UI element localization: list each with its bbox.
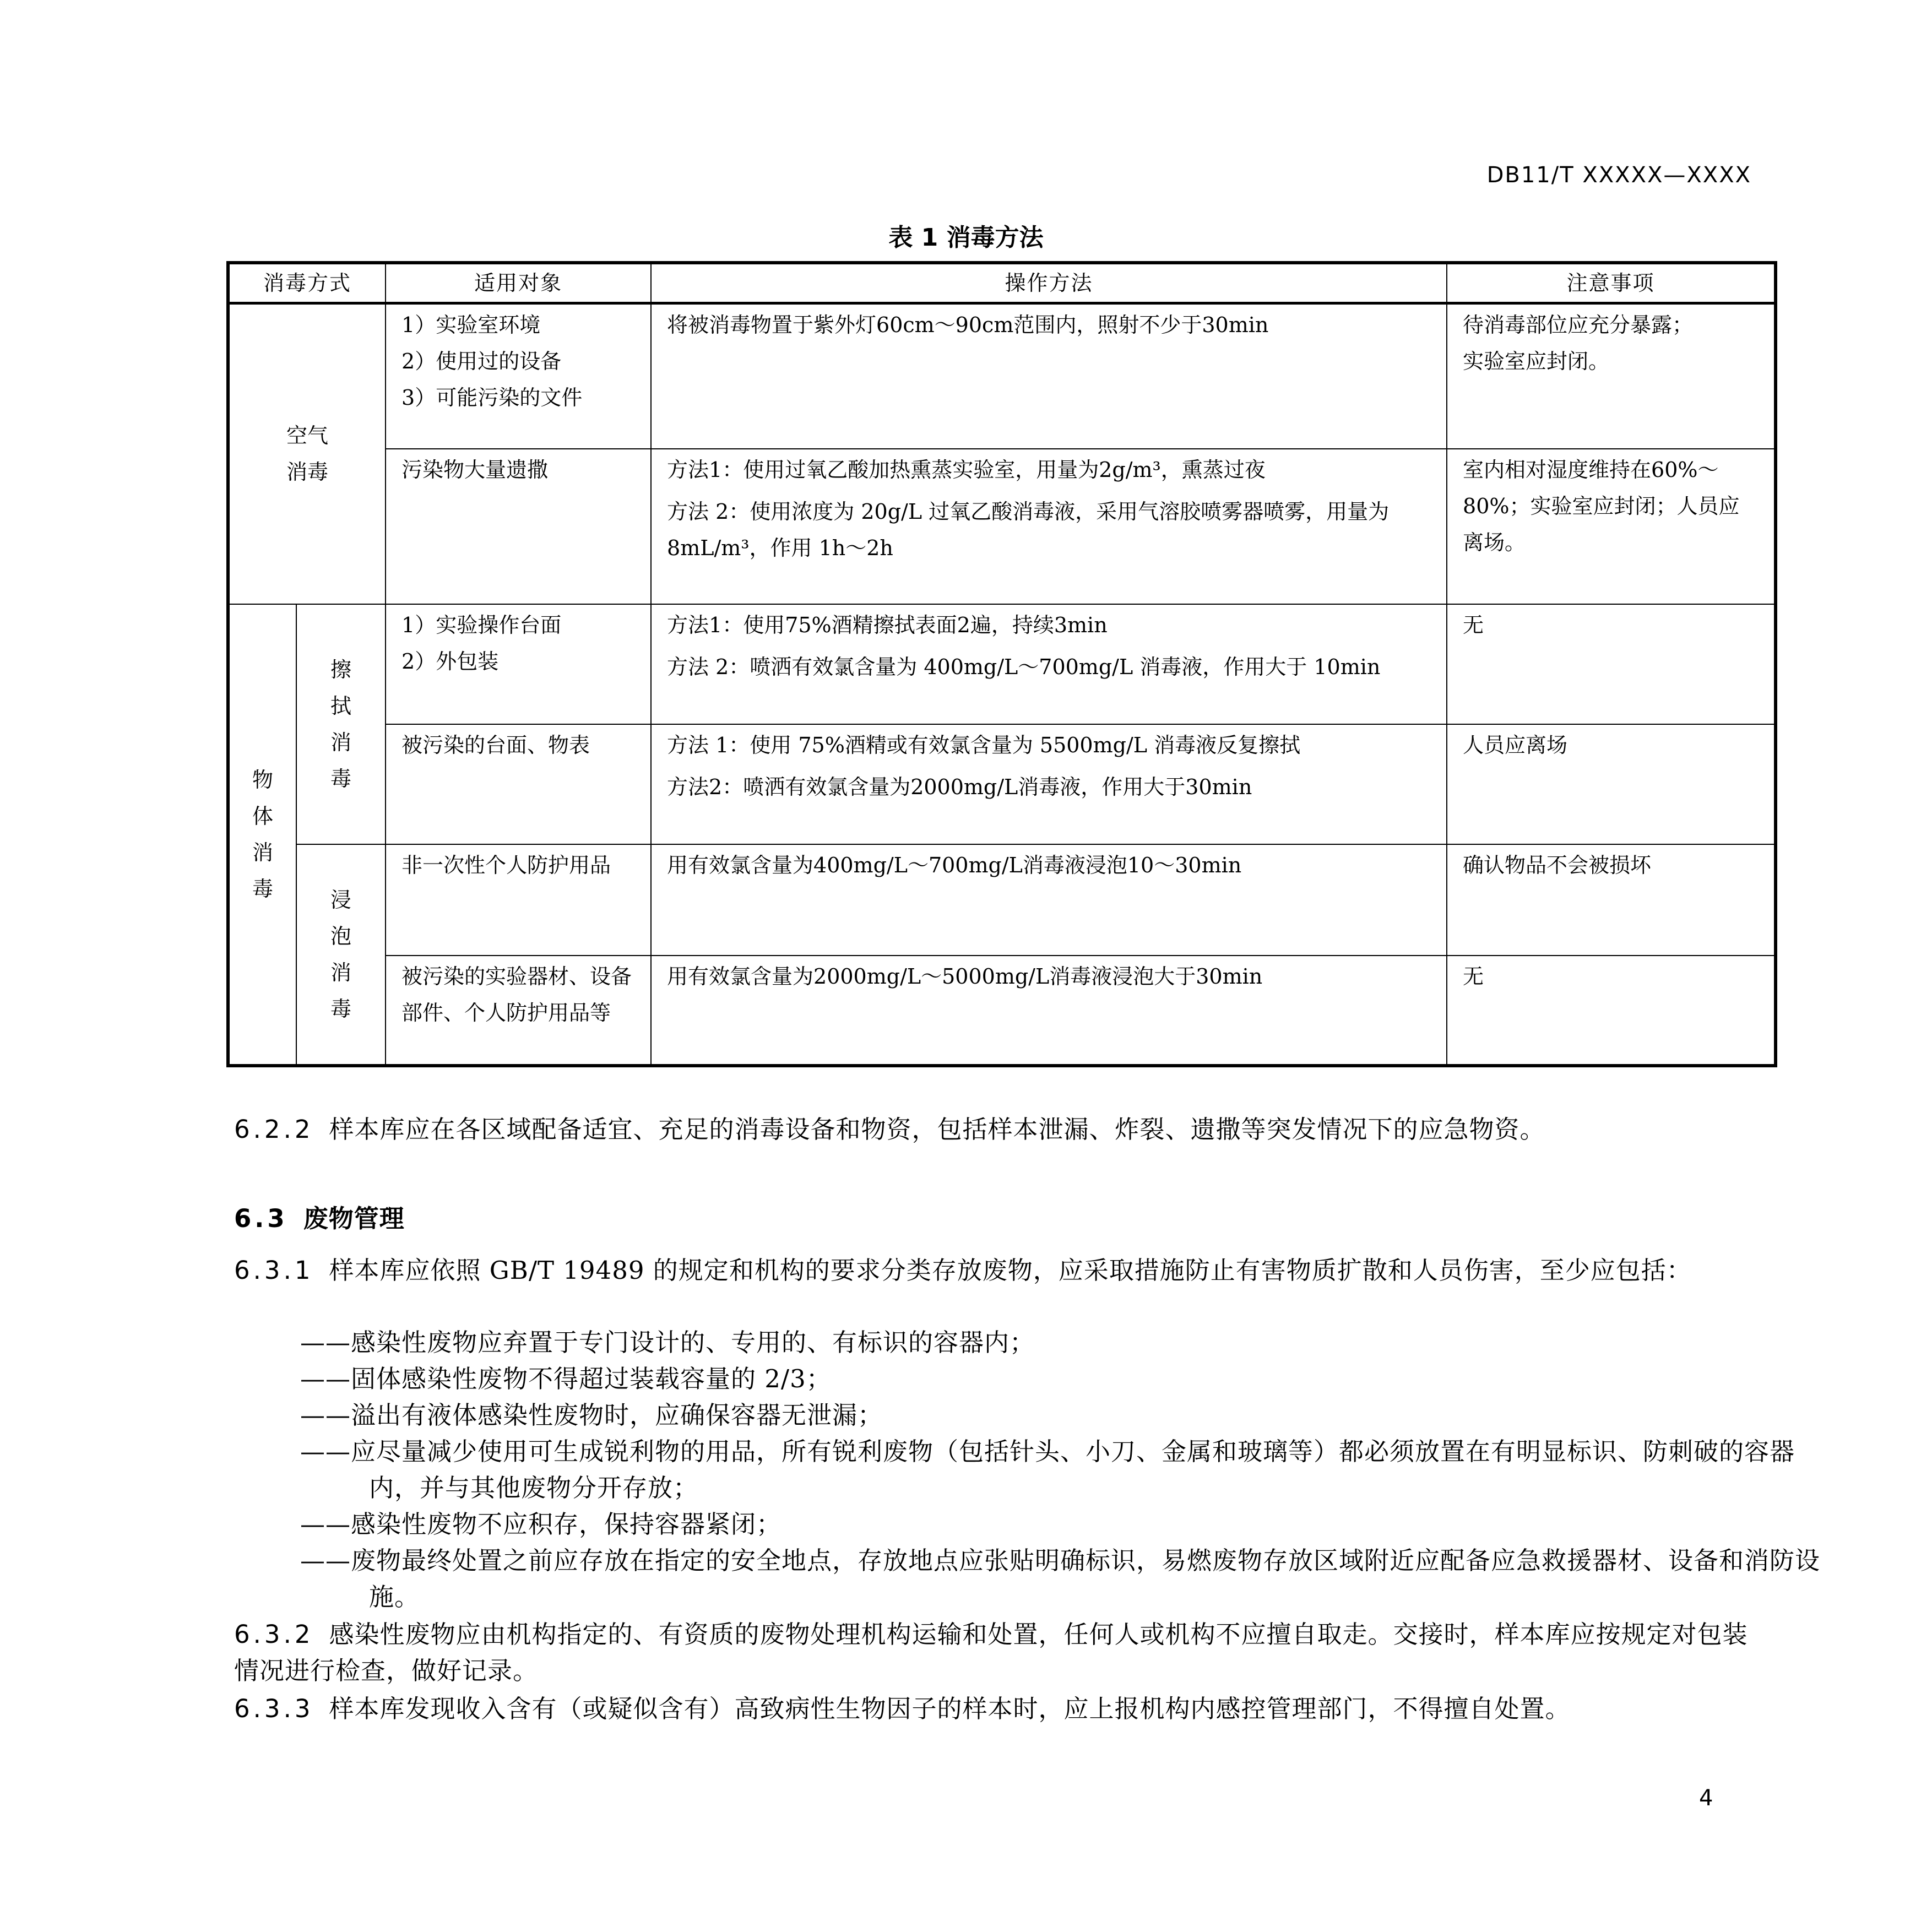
clause-text: 样本库应在各区域配备适宜、充足的消毒设备和物资，包括样本泄漏、炸裂、遗撒等突发情况下的应急物资。 [329,1115,1545,1144]
method-line: 方法2：喷洒有效氯含量为2000mg/L消毒液，作用大于30min [667,774,1252,799]
list-item: ——感染性废物不应积存，保持容器紧闭； [300,1510,782,1539]
targets-cell [386,449,651,604]
clause-6-3-2 [234,1616,1754,1689]
clause-number: 6.3.3 [234,1694,314,1723]
method-cell [651,844,1447,956]
notes-cell [1447,956,1776,1066]
target-line: 1）实验操作台面 [401,612,562,637]
section-6-3-heading [234,1201,1754,1237]
clause-6-3-3 [234,1691,1754,1727]
soak-disinfection-label [296,844,386,1066]
page-number: 4 [1699,1786,1713,1811]
note-line: 实验室应封闭。 [1463,349,1610,373]
section-number: 6.3 [234,1204,288,1233]
note-line: 室内相对湿度维持在60%～80%；实验室应封闭；人员应离场。 [1463,457,1740,555]
note-line: 无 [1463,612,1484,637]
target-line: 被污染的实验器材、设备部件、个人防护用品等 [401,964,632,1025]
air-label-text: 空气消毒 [286,424,328,485]
note-line: 确认物品不会被损坏 [1463,853,1652,877]
clause-number: 6.2.2 [234,1115,314,1144]
table-row [228,956,1776,1066]
notes-cell [1447,604,1776,724]
clause-text: 样本库发现收入含有（或疑似含有）高致病性生物因子的样本时，应上报机构内感控管理部门，不得擅自处置。 [329,1694,1571,1723]
method-cell [651,724,1447,844]
table-row [228,724,1776,844]
wipe-disinfection-label [296,604,386,844]
method-line: 方法1：使用过氧乙酸加热熏蒸实验室，用量为2g/m³，熏蒸过夜 [667,457,1266,482]
notes-cell [1447,724,1776,844]
disinfection-table [226,261,1777,1067]
list-item: ——应尽量减少使用可生成锐利物的用品，所有锐利废物（包括针头、小刀、金属和玻璃等）都必须放置在有明显标识、防刺破的容器内，并与其他废物分开存放； [300,1437,1795,1502]
target-line: 污染物大量遗撒 [401,457,549,482]
method-line: 用有效氯含量为2000mg/L～5000mg/L消毒液浸泡大于30min [667,964,1263,989]
soak-label-text: 浸泡消毒 [330,887,351,1021]
clause-number: 6.3.2 [234,1620,314,1649]
object-disinfection-label [228,604,296,1066]
object-label-text: 物体消毒 [252,767,273,901]
method-cell [651,604,1447,724]
targets-cell [386,303,651,449]
method-cell [651,449,1447,604]
notes-cell [1447,303,1776,449]
col-header-operation: 操作方法 [651,263,1447,303]
targets-cell [386,844,651,956]
table-row [228,604,1776,724]
table-caption: 表 1 消毒方法 [888,224,1044,252]
target-line: 被污染的台面、物表 [401,732,590,757]
section-title: 废物管理 [303,1204,405,1233]
method-cell [651,303,1447,449]
list-item: ——感染性废物应弃置于专门设计的、专用的、有标识的容器内； [300,1328,1035,1357]
target-line: 2）使用过的设备 [401,349,562,373]
col-header-notes: 注意事项 [1447,263,1776,303]
clause-6-2-2 [234,1111,1754,1148]
notes-cell [1447,449,1776,604]
table-row [228,303,1776,449]
notes-cell [1447,844,1776,956]
method-line: 用有效氯含量为400mg/L～700mg/L消毒液浸泡10～30min [667,853,1242,877]
standard-code: DB11/T XXXXX—XXXX [1486,162,1751,188]
target-line: 3）可能污染的文件 [401,386,583,410]
table-row [228,844,1776,956]
target-line: 1）实验室环境 [401,313,541,337]
clause-text: 感染性废物应由机构指定的、有资质的废物处理机构运输和处置，任何人或机构不应擅自取走。交接时，样本库应按规定对包装情况进行检查，做好记录。 [234,1620,1748,1685]
note-line: 待消毒部位应充分暴露； [1463,313,1694,337]
method-line: 方法 2：喷洒有效氯含量为 400mg/L～700mg/L 消毒液，作用大于 10min [667,654,1381,679]
list-item: ——废物最终处置之前应存放在指定的安全地点，存放地点应张贴明确标识，易燃废物存放区域附近应配备应急救援器材、设备和消防设施。 [300,1546,1821,1611]
clause-text: 样本库应依照 GB/T 19489 的规定和机构的要求分类存放废物，应采取措施防止有害物质扩散和人员伤害，至少应包括： [329,1256,1692,1285]
table-header-row [228,263,1776,303]
method-line: 方法 1：使用 75%酒精或有效氯含量为 5500mg/L 消毒液反复擦拭 [667,732,1301,757]
list-item: ——溢出有液体感染性废物时，应确保容器无泄漏； [300,1401,883,1430]
note-line: 人员应离场 [1463,732,1568,757]
method-cell [651,956,1447,1066]
note-line: 无 [1463,964,1484,989]
col-header-method-type: 消毒方式 [228,263,386,303]
wipe-label-text: 擦拭消毒 [330,657,351,791]
list-item: ——固体感染性废物不得超过装载容量的 2/3； [300,1364,832,1393]
targets-cell [386,956,651,1066]
air-disinfection-label [228,303,386,604]
method-line: 将被消毒物置于紫外灯60cm～90cm范围内，照射不少于30min [667,313,1269,337]
target-line: 非一次性个人防护用品 [401,853,611,877]
targets-cell [386,604,651,724]
method-line: 方法 2：使用浓度为 20g/L 过氧乙酸消毒液，采用气溶胶喷雾器喷雾，用量为 8mL/m³，作用 1h～2h [667,499,1390,560]
clause-number: 6.3.1 [234,1256,314,1285]
targets-cell [386,724,651,844]
clause-6-3-1 [234,1252,1754,1289]
table-row [228,449,1776,604]
col-header-targets: 适用对象 [386,263,651,303]
method-line: 方法1：使用75%酒精擦拭表面2遍，持续3min [667,612,1108,637]
target-line: 2）外包装 [401,649,499,674]
